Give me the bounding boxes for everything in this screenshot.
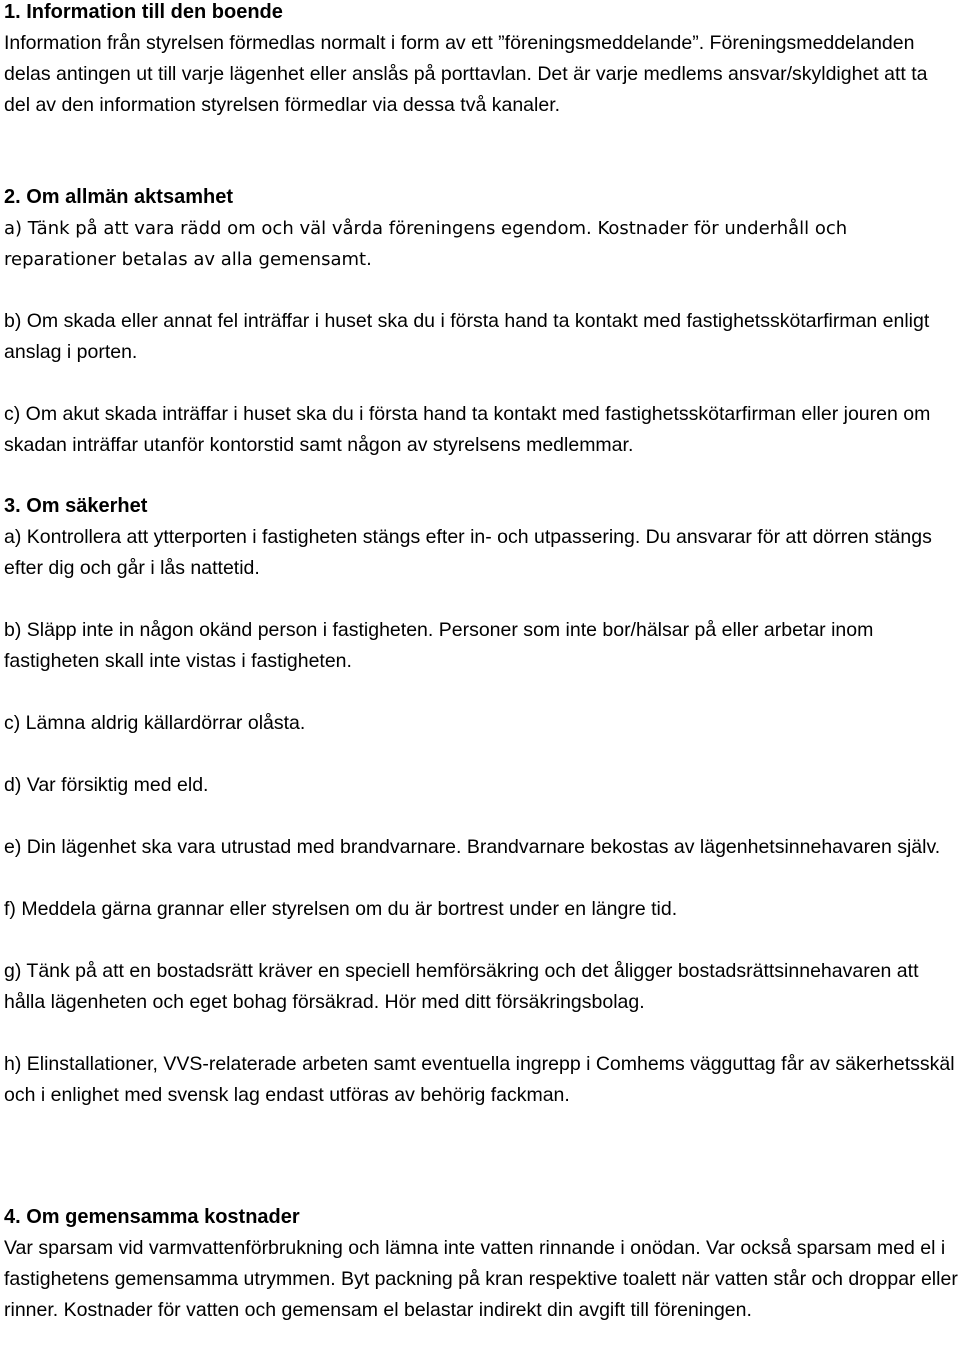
section-paragraph: f) Meddela gärna grannar eller styrelsen om du är bortrest under en längre tid. (4, 898, 678, 920)
section-paragraph: a) Kontrollera att ytterporten i fastigheten stängs efter in- och utpassering. Du ansvarar för att dörren stängs efter dig och går i lås nattetid. (4, 526, 932, 579)
section-paragraph: g) Tänk på att en bostadsrätt kräver en speciell hemförsäkring och det åligger bostadsrättsinnehavaren att hålla lägenheten och eget bohag försäkrad. Hör med ditt försäkringsbolag. (4, 960, 919, 1013)
section-4 (4, 1202, 958, 1326)
section-paragraph: e) Din lägenhet ska vara utrustad med brandvarnare. Brandvarnare bekostas av lägenhetsinnehavaren själv. (4, 836, 941, 858)
section-paragraph: Var sparsam vid varmvattenförbrukning och lämna inte vatten rinnande i onödan. Var också sparsam med el i fastighetens gemensamma utrymmen. Byt packning på kran respektive toalett när vatten står och droppar eller rinner. Kostnader för vatten och gemensam el belastar indirekt din avgift till föreningen. (4, 1237, 958, 1321)
section-3 (4, 491, 958, 1111)
section-paragraph: b) Släpp inte in någon okänd person i fastigheten. Personer som inte bor/hälsar på eller arbetar inom fastigheten skall inte vistas i fastigheten. (4, 619, 874, 672)
section-paragraph: c) Lämna aldrig källardörrar olåsta. (4, 712, 306, 734)
section-paragraph: d) Var försiktig med eld. (4, 774, 209, 796)
section-paragraph: h) Elinstallationer, VVS-relaterade arbeten samt eventuella ingrepp i Comhems vägguttag får av säkerhetsskäl och i enlighet med svensk lag endast utföras av behörig fackman. (4, 1053, 955, 1106)
section-paragraph: b) Om skada eller annat fel inträffar i huset ska du i första hand ta kontakt med fastighetsskötarfirman enligt anslag i porten. (4, 310, 930, 363)
section-2 (4, 182, 958, 461)
section-paragraph: c) Om akut skada inträffar i huset ska du i första hand ta kontakt med fastighetsskötarfirman eller jouren om skadan inträffar utanför kontorstid samt någon av styrelsens medlemmar. (4, 403, 931, 456)
section-paragraph: a) Tänk på att vara rädd om och väl vårda föreningens egendom. Kostnader för underhåll och reparationer betalas av alla gemensamt. (4, 218, 848, 270)
section-heading: 2. Om allmän aktsamhet (4, 186, 233, 208)
section-heading: 1. Information till den boende (4, 1, 283, 23)
section-heading: 4. Om gemensamma kostnader (4, 1206, 300, 1228)
section-heading: 3. Om säkerhet (4, 495, 148, 517)
section-paragraph: Information från styrelsen förmedlas normalt i form av ett ”föreningsmeddelande”. Föreningsmeddelanden delas antingen ut till varje lägenhet eller anslås på porttavlan. Det är varje medlems ansvar/skyldighet att ta del av den information styrelsen förmedlar via dessa två kanaler. (4, 32, 928, 116)
section-1 (4, 0, 958, 121)
